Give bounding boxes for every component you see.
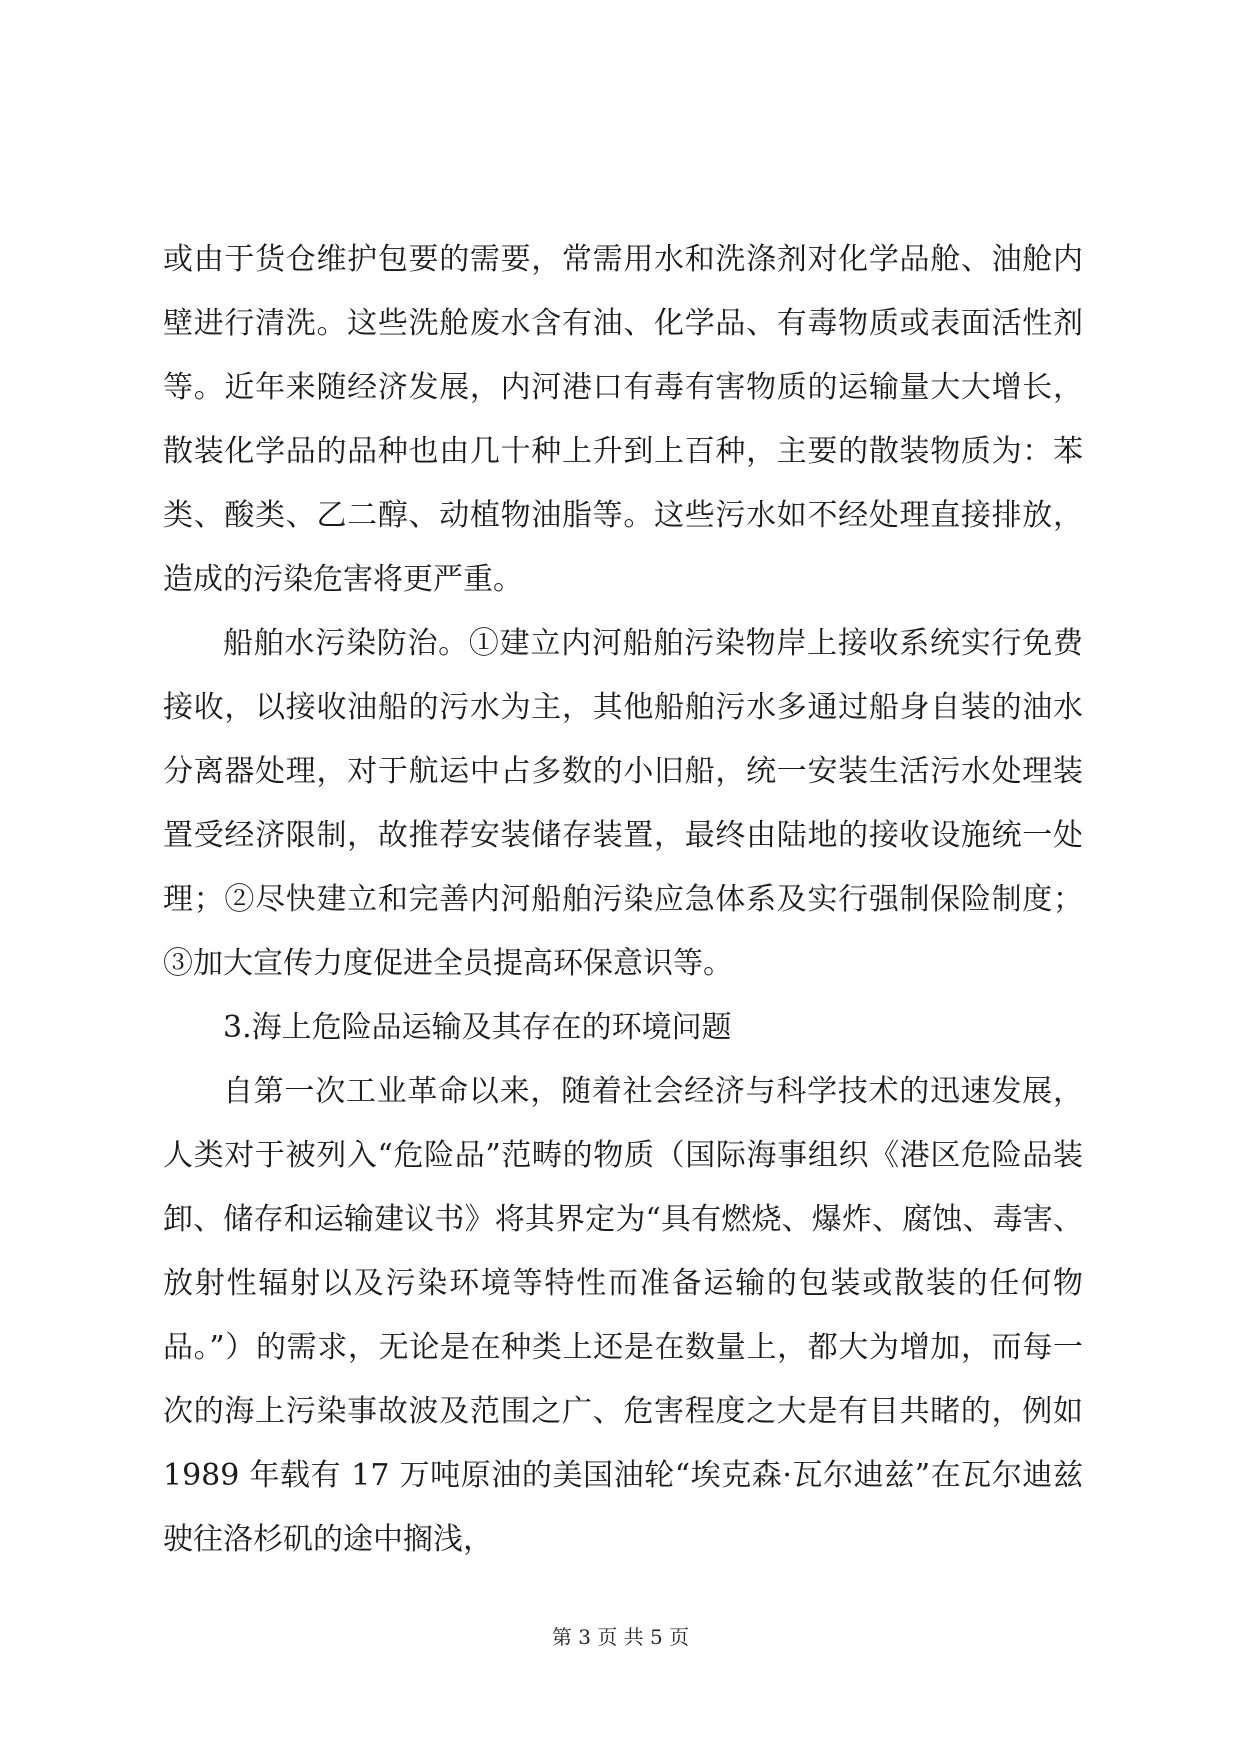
- page-number-footer: 第 3 页 共 5 页: [551, 1625, 690, 1649]
- paragraph-washing-wastewater: 或由于货仓维护包要的需要，常需用水和洗涤剂对化学品舱、油舱内壁进行清洗。这些洗舱废水含有油、化学品、有毒物质或表面活性剂等。近年来随经济发展，内河港口有毒有害物质的运输量大大增长，散装化学品的品种也由几十种上升到上百种，主要的散装物质为：苯类、酸类、乙二醇、动植物油脂等。这些污水如不经处理直接排放，造成的污染危害将更严重。: [163, 242, 1083, 597]
- paragraph-ship-pollution-prevention: 船舶水污染防治。①建立内河船舶污染物岸上接收系统实行免费接收，以接收油船的污水为主，其他船舶污水多通过船身自装的油水分离器处理，对于航运中占多数的小旧船，统一安装生活污水处理装置受经济限制，故推荐安装储存装置，最终由陆地的接收设施统一处理；②尽快建立和完善内河船舶污染应急体系及实行强制保险制度；③加大宣传力度促进全员提高环保意识等。: [163, 626, 1083, 981]
- paragraph-hazardous-goods-history: 自第一次工业革命以来，随着社会经济与科学技术的迅速发展，人类对于被列入“危险品”范畴的物质（国际海事组织《港区危险品装卸、储存和运输建议书》将其界定为“具有燃烧、爆炸、腐蚀、毒害、放射性辐射以及污染环境等特性而准备运输的包装或散装的任何物品。”）的需求，无论是在种类上还是在数量上，都大为增加，而每一次的海上污染事故波及范围之广、危害程度之大是有目共睹的，例如 1989 年载有 17 万吨原油的美国油轮“埃克森·瓦尔迪兹”在瓦尔迪兹驶往洛杉矶的途中搁浅，: [163, 1074, 1083, 1557]
- section-heading-hazardous-goods: 3.海上危险品运输及其存在的环境问题: [223, 1010, 732, 1045]
- document-body: [163, 228, 1083, 1572]
